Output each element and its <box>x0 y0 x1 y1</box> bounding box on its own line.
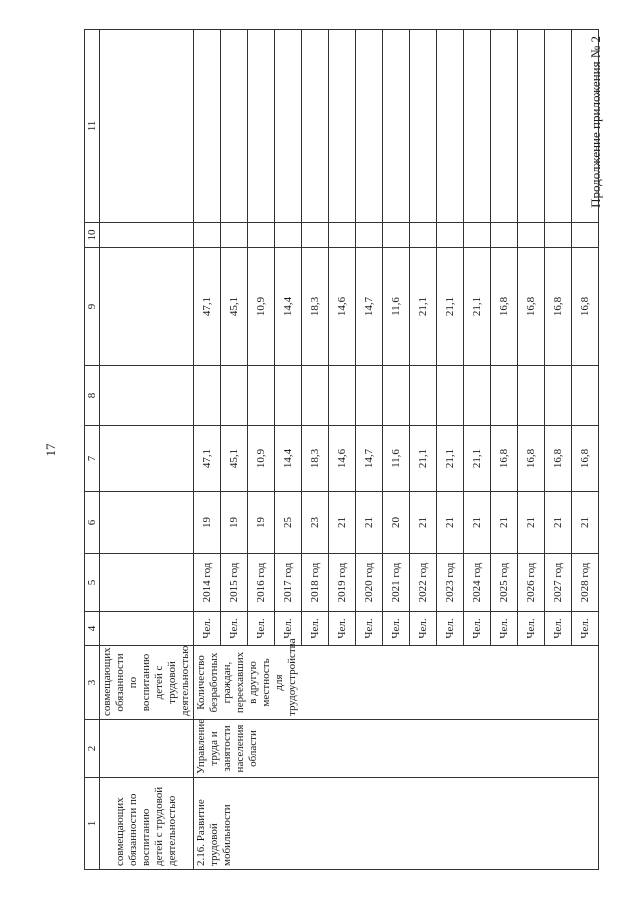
value-cell-9: 14,4 <box>275 248 302 366</box>
empty-cell <box>491 366 518 426</box>
year-cell: 2020 год <box>356 554 383 612</box>
empty-cell <box>410 30 437 223</box>
empty-cell <box>100 720 194 778</box>
value-cell-7: 10,9 <box>248 426 275 492</box>
empty-cell <box>464 30 491 223</box>
empty-cell <box>248 223 275 248</box>
value-cell-7: 18,3 <box>302 426 329 492</box>
table-row <box>194 30 221 870</box>
year-cell: 2023 год <box>437 554 464 612</box>
value-cell-7: 21,1 <box>464 426 491 492</box>
empty-cell <box>248 366 275 426</box>
value-cell-7: 14,6 <box>329 426 356 492</box>
value-cell-6: 23 <box>302 492 329 554</box>
empty-cell <box>572 223 599 248</box>
empty-cell <box>100 248 194 366</box>
empty-cell <box>410 366 437 426</box>
unit-cell: Чел. <box>221 612 248 646</box>
unit-cell: Чел. <box>194 612 221 646</box>
empty-cell <box>518 366 545 426</box>
col-number: 6 <box>85 492 100 554</box>
year-cell: 2021 год <box>383 554 410 612</box>
value-cell-6: 21 <box>572 492 599 554</box>
col-number: 4 <box>85 612 100 646</box>
year-cell: 2016 год <box>248 554 275 612</box>
col-number: 3 <box>85 646 100 720</box>
empty-cell <box>545 30 572 223</box>
continuation-row <box>100 30 194 870</box>
empty-cell <box>100 612 194 646</box>
unit-cell: Чел. <box>302 612 329 646</box>
unit-cell: Чел. <box>356 612 383 646</box>
value-cell-6: 25 <box>275 492 302 554</box>
col-number: 7 <box>85 426 100 492</box>
empty-cell <box>194 223 221 248</box>
empty-cell <box>221 366 248 426</box>
value-cell-9: 45,1 <box>221 248 248 366</box>
value-cell-9: 14,6 <box>329 248 356 366</box>
empty-cell <box>383 366 410 426</box>
value-cell-7: 16,8 <box>491 426 518 492</box>
page-number: 17 <box>43 443 58 457</box>
empty-cell <box>100 366 194 426</box>
value-cell-9: 47,1 <box>194 248 221 366</box>
value-cell-7: 16,8 <box>545 426 572 492</box>
continuation-col3: совмещающих обязанности по воспитанию детей с трудовой деятельностью <box>100 646 194 720</box>
year-cell: 2015 год <box>221 554 248 612</box>
value-cell-6: 21 <box>356 492 383 554</box>
empty-cell <box>410 223 437 248</box>
value-cell-9: 10,9 <box>248 248 275 366</box>
empty-cell <box>248 30 275 223</box>
value-cell-6: 21 <box>464 492 491 554</box>
value-cell-9: 16,8 <box>545 248 572 366</box>
empty-cell <box>437 366 464 426</box>
value-cell-6: 21 <box>545 492 572 554</box>
empty-cell <box>100 223 194 248</box>
empty-cell <box>356 366 383 426</box>
unit-cell: Чел. <box>491 612 518 646</box>
year-cell: 2019 год <box>329 554 356 612</box>
indicator-name: Количество безработных граждан, переехавших в другую местность для трудоустройства <box>194 646 599 720</box>
value-cell-9: 16,8 <box>572 248 599 366</box>
unit-cell: Чел. <box>545 612 572 646</box>
value-cell-6: 19 <box>248 492 275 554</box>
value-cell-7: 21,1 <box>410 426 437 492</box>
empty-cell <box>464 366 491 426</box>
value-cell-9: 21,1 <box>464 248 491 366</box>
empty-cell <box>329 223 356 248</box>
empty-cell <box>194 366 221 426</box>
value-cell-6: 20 <box>383 492 410 554</box>
empty-cell <box>302 366 329 426</box>
year-cell: 2028 год <box>572 554 599 612</box>
empty-cell <box>437 223 464 248</box>
empty-cell <box>221 223 248 248</box>
value-cell-9: 18,3 <box>302 248 329 366</box>
empty-cell <box>275 366 302 426</box>
data-table <box>84 29 599 870</box>
value-cell-6: 21 <box>518 492 545 554</box>
appendix-note: Продолжение приложения № 2 <box>588 36 603 208</box>
empty-cell <box>545 366 572 426</box>
value-cell-6: 21 <box>410 492 437 554</box>
empty-cell <box>275 30 302 223</box>
value-cell-6: 21 <box>329 492 356 554</box>
value-cell-7: 16,8 <box>518 426 545 492</box>
col-number: 9 <box>85 248 100 366</box>
value-cell-7: 14,4 <box>275 426 302 492</box>
empty-cell <box>329 30 356 223</box>
empty-cell <box>302 30 329 223</box>
empty-cell <box>491 30 518 223</box>
value-cell-6: 21 <box>437 492 464 554</box>
col-number: 2 <box>85 720 100 778</box>
value-cell-9: 16,8 <box>491 248 518 366</box>
empty-cell <box>383 30 410 223</box>
value-cell-9: 11,6 <box>383 248 410 366</box>
empty-cell <box>437 30 464 223</box>
activity-name: 2.16. Развитие трудовой мобильности <box>194 778 599 870</box>
empty-cell <box>275 223 302 248</box>
unit-cell: Чел. <box>248 612 275 646</box>
empty-cell <box>100 426 194 492</box>
empty-cell <box>572 366 599 426</box>
empty-cell <box>194 30 221 223</box>
year-cell: 2026 год <box>518 554 545 612</box>
year-cell: 2017 год <box>275 554 302 612</box>
empty-cell <box>329 366 356 426</box>
unit-cell: Чел. <box>572 612 599 646</box>
empty-cell <box>100 30 194 223</box>
col-number: 10 <box>85 223 100 248</box>
empty-cell <box>100 492 194 554</box>
value-cell-9: 21,1 <box>410 248 437 366</box>
unit-cell: Чел. <box>275 612 302 646</box>
col-number: 11 <box>85 30 100 223</box>
value-cell-7: 21,1 <box>437 426 464 492</box>
empty-cell <box>221 30 248 223</box>
year-cell: 2022 год <box>410 554 437 612</box>
rotated-content <box>40 30 603 870</box>
col-number: 5 <box>85 554 100 612</box>
empty-cell <box>302 223 329 248</box>
empty-cell <box>100 554 194 612</box>
empty-cell <box>491 223 518 248</box>
empty-cell <box>464 223 491 248</box>
value-cell-7: 45,1 <box>221 426 248 492</box>
value-cell-7: 16,8 <box>572 426 599 492</box>
column-number-row <box>85 30 100 870</box>
year-cell: 2018 год <box>302 554 329 612</box>
value-cell-7: 11,6 <box>383 426 410 492</box>
empty-cell <box>383 223 410 248</box>
unit-cell: Чел. <box>437 612 464 646</box>
value-cell-6: 19 <box>194 492 221 554</box>
empty-cell <box>518 223 545 248</box>
value-cell-7: 14,7 <box>356 426 383 492</box>
value-cell-9: 21,1 <box>437 248 464 366</box>
empty-cell <box>356 30 383 223</box>
value-cell-9: 16,8 <box>518 248 545 366</box>
empty-cell <box>545 223 572 248</box>
value-cell-7: 47,1 <box>194 426 221 492</box>
unit-cell: Чел. <box>464 612 491 646</box>
unit-cell: Чел. <box>518 612 545 646</box>
unit-cell: Чел. <box>383 612 410 646</box>
col-number: 8 <box>85 366 100 426</box>
empty-cell <box>356 223 383 248</box>
value-cell-6: 19 <box>221 492 248 554</box>
empty-cell <box>518 30 545 223</box>
continuation-col1: совмещающих обязанности по воспитанию детей с трудовой деятельностью <box>100 778 194 870</box>
year-cell: 2014 год <box>194 554 221 612</box>
responsible-executor: Управление труда и занятости населения области <box>194 720 599 778</box>
value-cell-9: 14,7 <box>356 248 383 366</box>
year-cell: 2024 год <box>464 554 491 612</box>
col-number: 1 <box>85 778 100 870</box>
unit-cell: Чел. <box>329 612 356 646</box>
year-cell: 2025 год <box>491 554 518 612</box>
year-cell: 2027 год <box>545 554 572 612</box>
value-cell-6: 21 <box>491 492 518 554</box>
empty-cell <box>572 30 599 223</box>
unit-cell: Чел. <box>410 612 437 646</box>
